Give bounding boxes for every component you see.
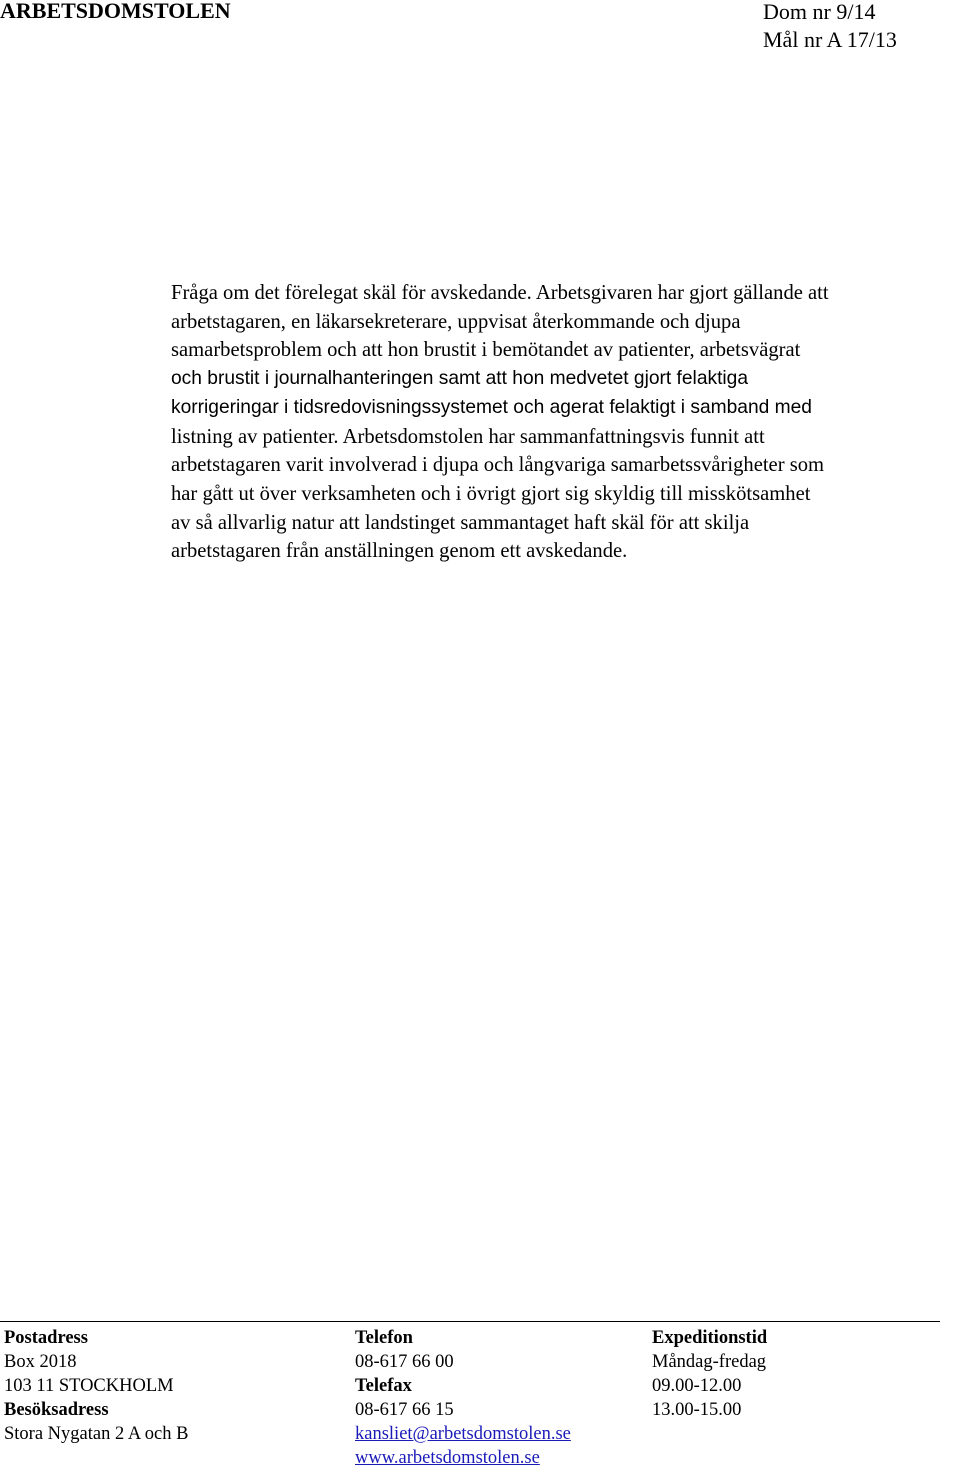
website-link[interactable]: www.arbetsdomstolen.se — [355, 1448, 540, 1468]
expeditionstid-morning: 09.00-12.00 — [652, 1376, 742, 1396]
summary-line: arbetstagaren från anställningen genom ett avskedande. — [171, 540, 628, 563]
postadress-box: Box 2018 — [4, 1352, 77, 1372]
telefax-heading: Telefax — [355, 1376, 412, 1396]
summary-line: har gått ut över verksamheten och i övrigt gjort sig skyldig till misskötsamhet — [171, 482, 811, 505]
postadress-heading: Postadress — [4, 1328, 88, 1348]
besoksadress-heading: Besöksadress — [4, 1400, 109, 1420]
case-number: Mål nr A 17/13 — [763, 27, 897, 52]
telefon-number: 08-617 66 00 — [355, 1352, 454, 1372]
judgment-number: Dom nr 9/14 — [763, 0, 876, 24]
footer-hours-column — [652, 1326, 767, 1422]
summary-line: korrigeringar i tidsredovisningssystemet och agerat felaktigt i samband med — [171, 396, 812, 418]
case-reference — [763, 0, 897, 54]
telefax-number: 08-617 66 15 — [355, 1400, 454, 1420]
footer-divider — [0, 1321, 940, 1322]
summary-line: samarbetsproblem och att hon brustit i bemötandet av patienter, arbetsvägrat — [171, 339, 801, 362]
footer-contact-column — [355, 1326, 571, 1470]
court-name-heading: ARBETSDOMSTOLEN — [0, 0, 231, 23]
expeditionstid-days: Måndag-fredag — [652, 1352, 767, 1372]
expeditionstid-heading: Expeditionstid — [652, 1328, 768, 1348]
summary-line: arbetstagaren, en läkarsekreterare, uppvisat återkommande och djupa — [171, 310, 741, 333]
besoksadress-street: Stora Nygatan 2 A och B — [4, 1424, 189, 1444]
summary-line: arbetstagaren varit involverad i djupa och långvariga samarbetssvårigheter som — [171, 454, 825, 477]
email-link[interactable]: kansliet@arbetsdomstolen.se — [355, 1424, 571, 1444]
telefon-heading: Telefon — [355, 1328, 413, 1348]
expeditionstid-afternoon: 13.00-15.00 — [652, 1400, 742, 1420]
case-summary — [171, 279, 960, 566]
postadress-city: 103 11 STOCKHOLM — [4, 1376, 174, 1396]
summary-line: och brustit i journalhanteringen samt att hon medvetet gjort felaktiga — [171, 368, 749, 390]
summary-line: Fråga om det förelegat skäl för avskedande. Arbetsgivaren har gjort gällande att — [171, 282, 829, 304]
summary-line: listning av patienter. Arbetsdomstolen har sammanfattningsvis funnit att — [171, 425, 765, 448]
summary-line: av så allvarlig natur att landstinget sammantaget haft skäl för att skilja — [171, 511, 750, 534]
footer-address-column — [4, 1326, 188, 1446]
